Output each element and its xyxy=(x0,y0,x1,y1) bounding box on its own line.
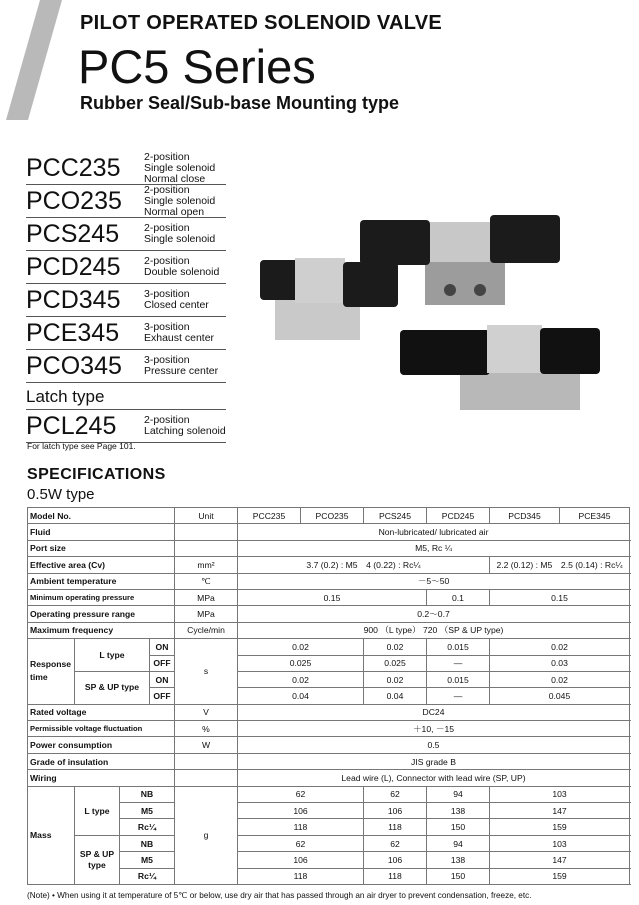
model-row: PCS245 2-position Single solenoid xyxy=(26,218,226,251)
model-row: PCC235 2-position Single solenoid Normal close xyxy=(26,152,226,185)
product-category: PILOT OPERATED SOLENOID VALVE xyxy=(80,12,443,34)
header-slash-decoration xyxy=(2,0,62,120)
table-row: Wiring Lead wire (L), Connector with lead wire (SP, UP) xyxy=(28,770,630,786)
table-row: Rc¼ 118 118 150 159 xyxy=(28,819,630,835)
valve-front xyxy=(400,325,600,410)
specifications-heading: SPECIFICATIONS xyxy=(27,466,166,483)
model-row: PCD345 3-position Closed center xyxy=(26,284,226,317)
model-row-latch: PCL245 2-position Latching solenoid xyxy=(26,410,226,443)
specifications-subheading: 0.5W type xyxy=(27,486,95,503)
table-row: OFF 0.04 0.04 — 0.045 xyxy=(28,688,630,704)
table-row: Port size M5, Rc ¼ xyxy=(28,540,630,556)
table-row: Model No. Unit PCC235 PCO235 PCS245 PCD245 PCD345 PCE345 xyxy=(28,508,630,524)
table-row: Ambient temperature ℃ －5～50 xyxy=(28,573,630,589)
series-title: PC5 Series xyxy=(78,40,316,93)
valve-product-photo xyxy=(255,200,615,440)
table-row: SP & UP type NB 62 62 94 103 xyxy=(28,835,630,851)
table-row: Power consumption W 0.5 xyxy=(28,737,630,753)
table-row: Grade of insulation JIS grade B xyxy=(28,753,630,769)
model-row: PCE345 3-position Exhaust center xyxy=(26,317,226,350)
valve-left xyxy=(260,258,398,340)
table-row: Operating pressure range MPa 0.2～0.7 xyxy=(28,606,630,622)
table-row: Response time L type ON s 0.02 0.02 0.015 0.02 xyxy=(28,639,630,655)
table-row: OFF 0.025 0.025 — 0.03 xyxy=(28,655,630,671)
specifications-table xyxy=(27,507,630,885)
table-row: Effective area (Cv) mm² 3.7 (0.2) : M5 4 (0.22) : Rc¼ 2.2 (0.12) : M5 2.5 (0.14) : Rc¼ xyxy=(28,557,630,573)
table-row: M5 106 106 138 147 xyxy=(28,852,630,868)
table-row: M5 106 106 138 147 xyxy=(28,803,630,819)
table-row: Rc¼ 118 118 150 159 xyxy=(28,868,630,884)
table-row: SP & UP type ON 0.02 0.02 0.015 0.02 xyxy=(28,671,630,687)
latch-note: For latch type see Page 101. xyxy=(27,441,136,451)
model-row: PCO345 3-position Pressure center xyxy=(26,350,226,383)
series-subtitle: Rubber Seal/Sub-base Mounting type xyxy=(80,93,400,113)
model-row: PCO235 2-position Single solenoid Normal open xyxy=(26,185,226,218)
footnote: (Note) • When using it at temperature of 5℃ or below, use dry air that has passed through an air dryer to prevent condensation, freeze, etc. xyxy=(27,891,532,900)
table-row: Permissible voltage fluctuation % ＋10, －15 xyxy=(28,721,630,737)
latch-type-heading: Latch type xyxy=(26,383,226,410)
table-row: Fluid Non-lubricated/ lubricated air xyxy=(28,524,630,540)
table-row: Rated voltage V DC24 xyxy=(28,704,630,720)
table-row: Maximum frequency Cycle/min 900 （L type） 720 （SP & UP type) xyxy=(28,622,630,638)
model-row: PCD245 2-position Double solenoid xyxy=(26,251,226,284)
table-row: Minimum operating pressure MPa 0.15 0.1 0.15 xyxy=(28,589,630,605)
model-list xyxy=(26,152,226,443)
table-row: Mass L type NB g 62 62 94 103 xyxy=(28,786,630,802)
